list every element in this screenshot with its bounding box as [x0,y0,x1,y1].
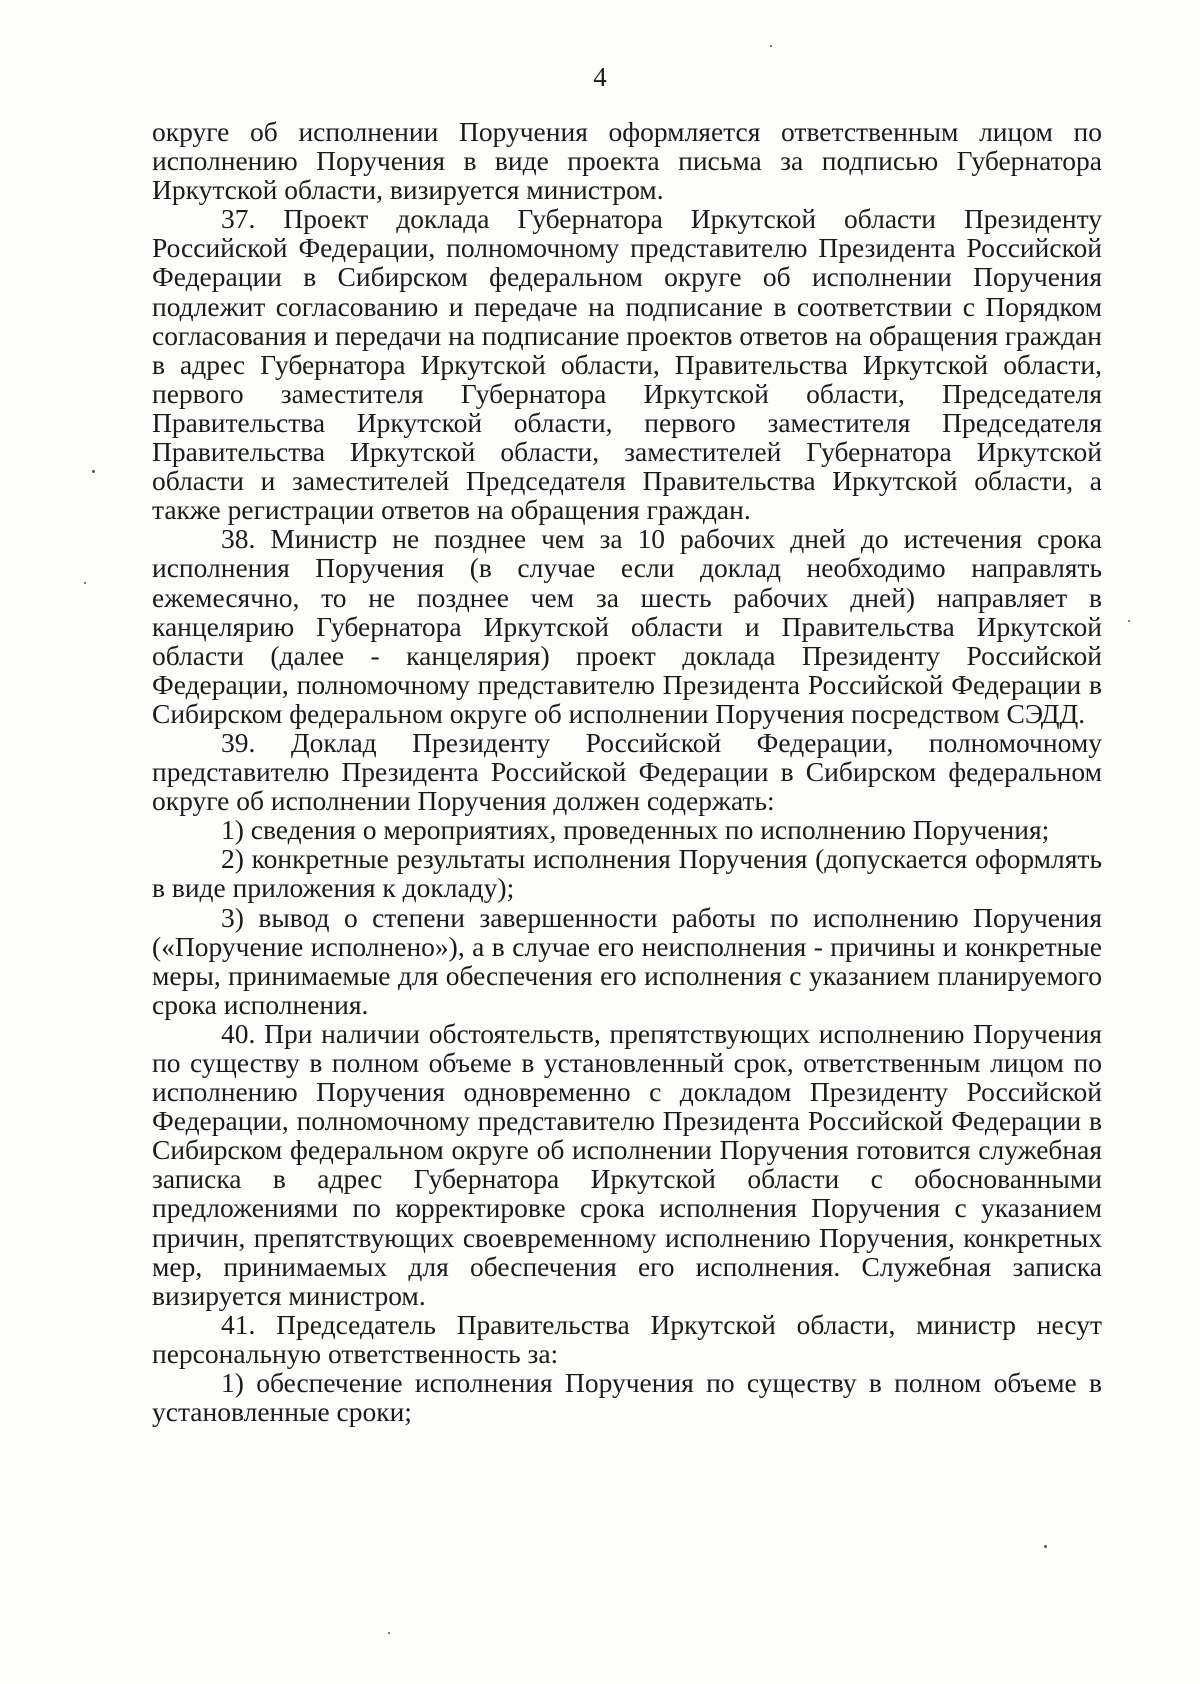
paragraph-37: 37. Проект доклада Губернатора Иркутской области Президенту Российской Федерации, полномочному представителю Президента Российской Федерации в Сибирском федеральном округе об исполнении Поручения подлежит согласованию и передаче на подписание в соответствии с Порядком согласования и передачи на подписание проектов ответов на обращения граждан в адрес Губернатора Иркутской области, Правительства Иркутской области, первого заместителя Губернатора Иркутской области, Председателя Правительства Иркутской области, первого заместителя Председателя Правительства Иркутской области, заместителей Губернатора Иркутской области и заместителей Председателя Правительства Иркутской области, а также регистрации ответов на обращения граждан. [152,203,1102,526]
list-item-39-1: 1) сведения о мероприятиях, проведенных по исполнению Поручения; [221,814,1050,846]
list-item-39-2: 2) конкретные результаты исполнения Поручения (допускается оформлять в виде приложения к докладу); [152,843,1102,904]
paragraph-40: 40. При наличии обстоятельств, препятствующих исполнению Поручения по существу в полном объеме в установленный срок, ответственным лицом по исполнению Поручения одновременно с докладом Президенту Российской Федерации, полномочному представителю Президента Российской Федерации в Сибирском федеральном округе об исполнении Поручения готовится служебная записка в адрес Губернатора Иркутской области с обоснованными предложениями по корректировке срока исполнения Поручения с указанием причин, препятствующих своевременному исполнению Поручения, конкретных мер, принимаемых для обеспечения его исполнения. Служебная записка визируется министром. [152,1017,1102,1311]
scan-speck [1128,620,1130,622]
list-item-41-1: 1) обеспечение исполнения Поручения по существу в полном объеме в установленные сроки; [152,1367,1102,1428]
paragraph-41: 41. Председатель Правительства Иркутской области, министр несут персональную ответственность за: [152,1308,1102,1369]
scan-speck [388,1632,390,1634]
page-number: 4 [593,62,607,92]
scan-speck [1044,1545,1047,1548]
paragraph-39: 39. Доклад Президенту Российской Федерации, полномочному представителю Президента Российской Федерации в Сибирском федеральном округе об исполнении Поручения должен содержать: [152,726,1102,817]
scan-speck [92,470,95,473]
scan-speck [84,582,86,584]
document-body [152,117,1102,1426]
paragraph-continuation: округе об исполнении Поручения оформляется ответственным лицом по исполнению Поручения в виде проекта письма за подписью Губернатора Иркутской области, визируется министром. [152,116,1102,206]
paragraph-38: 38. Министр не позднее чем за 10 рабочих дней до истечения срока исполнения Поручения (в случае если доклад необходимо направлять ежемесячно, то не позднее чем за шесть рабочих дней) направляет в канцелярию Губернатора Иркутской области и Правительства Иркутской области (далее - канцелярия) проект доклада Президенту Российской Федерации, полномочному представителю Президента Российской Федерации в Сибирском федеральном округе об исполнении Поручения посредством СЭДД. [152,523,1102,729]
list-item-39-3: 3) вывод о степени завершенности работы по исполнению Поручения («Поручение исполнено»), а в случае его неисполнения - причины и конкретные меры, принимаемые для обеспечения его исполнения с указанием планируемого срока исполнения. [152,901,1102,1020]
scan-speck [770,45,772,47]
